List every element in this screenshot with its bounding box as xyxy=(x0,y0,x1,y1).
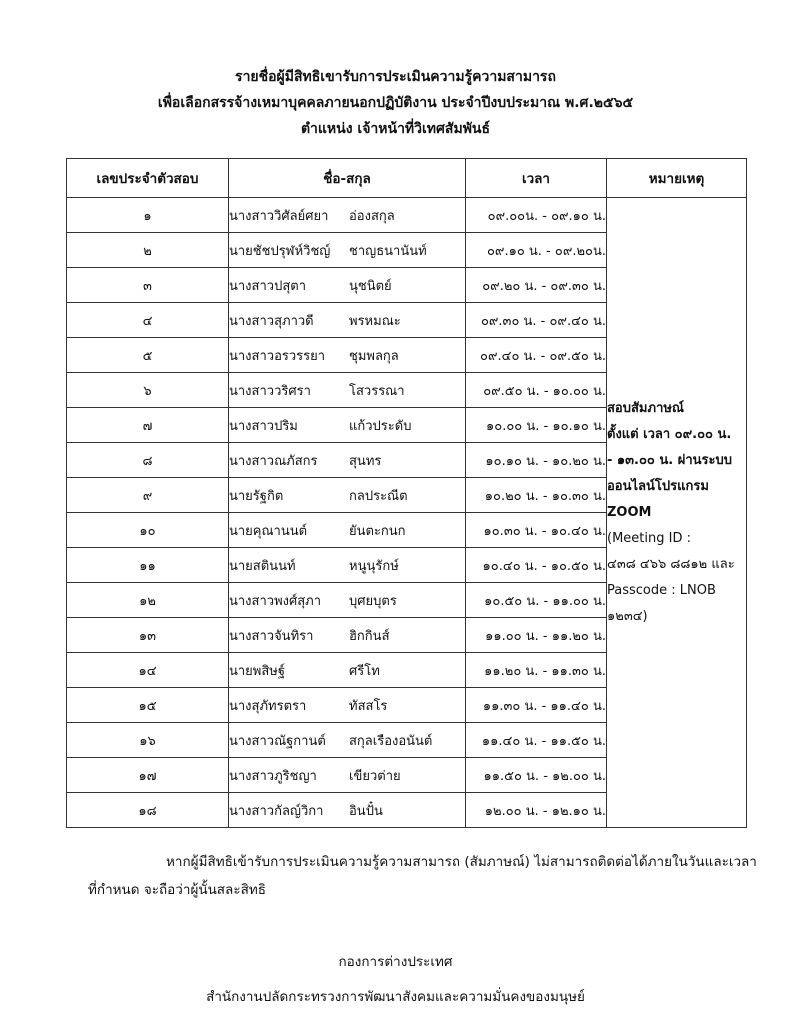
footnote xyxy=(88,848,758,904)
header-remark: หมายเหตุ xyxy=(607,159,747,198)
header-time: เวลา xyxy=(466,159,607,198)
remark-cell xyxy=(607,198,747,828)
remark-line: (Meeting ID : xyxy=(607,530,691,546)
first-name: นางสาววิศัลย์ศยา xyxy=(229,208,329,224)
remark-line: ๑๒๓๔) xyxy=(607,608,648,624)
interview-time: ๐๙.๓๐ น. - ๐๙.๔๐ น. xyxy=(466,303,607,338)
interview-time: ๑๑.๒๐ น. - ๑๑.๓๐ น. xyxy=(466,653,607,688)
first-name: นายพสิษฐ์ xyxy=(229,663,286,679)
signature-office: สำนักงานปลัดกระทรวงการพัฒนาสังคมและความมั่นคงของมนุษย์ xyxy=(206,989,585,1005)
header-number: เลขประจำตัวสอบ xyxy=(67,159,229,198)
last-name: ยันตะกนก xyxy=(349,523,406,539)
candidate-name xyxy=(229,443,466,478)
remark-line: ๔๓๘ ๔๖๖ ๘๘๑๒ และ xyxy=(607,556,735,572)
candidate-name xyxy=(229,723,466,758)
remark-line: ZOOM xyxy=(607,504,652,520)
last-name: นุชนิตย์ xyxy=(349,278,392,294)
exam-number: ๖ xyxy=(67,373,229,408)
interview-time: ๐๙.๕๐ น. - ๑๐.๐๐ น. xyxy=(466,373,607,408)
exam-number: ๑๐ xyxy=(67,513,229,548)
interview-time: ๑๐.๓๐ น. - ๑๐.๔๐ น. xyxy=(466,513,607,548)
exam-number: ๑ xyxy=(67,198,229,233)
candidate-name xyxy=(229,338,466,373)
first-name: นายรัฐกิต xyxy=(229,488,284,504)
last-name: โสวรรณา xyxy=(349,383,405,399)
candidate-name xyxy=(229,513,466,548)
exam-number: ๑๘ xyxy=(67,793,229,828)
candidate-name xyxy=(229,583,466,618)
candidate-name xyxy=(229,548,466,583)
candidate-name xyxy=(229,793,466,828)
interview-time: ๑๐.๐๐ น. - ๑๐.๑๐ น. xyxy=(466,408,607,443)
last-name: อ่องสกุล xyxy=(349,208,395,224)
candidate-name xyxy=(229,688,466,723)
first-name: นางสาวอรวรรยา xyxy=(229,348,326,364)
footnote-line-1: หากผู้มีสิทธิเข้ารับการประเมินความรู้ความสามารถ (สัมภาษณ์) ไม่สามารถติดต่อได้ภายในวันและเวลา xyxy=(166,854,757,870)
document-title xyxy=(0,64,791,142)
candidate-name xyxy=(229,408,466,443)
exam-number: ๑๓ xyxy=(67,618,229,653)
candidate-name xyxy=(229,198,466,233)
title-line-2: เพื่อเลือกสรรจ้างเหมาบุคคลภายนอกปฏิบัติงาน ประจำปีงบประมาณ พ.ศ.๒๕๖๕ xyxy=(157,95,634,111)
interview-time: ๑๒.๐๐ น. - ๑๒.๑๐ น. xyxy=(466,793,607,828)
first-name: นางสาวณภัสกร xyxy=(229,453,318,469)
interview-time: ๑๐.๑๐ น. - ๑๐.๒๐ น. xyxy=(466,443,607,478)
last-name: ศรีโท xyxy=(349,663,380,679)
first-name: นางสาวปริม xyxy=(229,418,298,434)
first-name: นางสาวณัฐกานต์ xyxy=(229,733,326,749)
first-name: นายชัชปรุฬห์วิชญ์ xyxy=(229,243,331,259)
last-name: แก้วประดับ xyxy=(349,418,412,434)
title-line-1: รายชื่อผู้มีสิทธิเขารับการประเมินความรู้ความสามารถ xyxy=(235,69,556,85)
last-name: ฮิกกินส์ xyxy=(349,628,390,644)
interview-time: ๑๑.๔๐ น. - ๑๑.๕๐ น. xyxy=(466,723,607,758)
candidate-name xyxy=(229,478,466,513)
first-name: นางสาวปสุตา xyxy=(229,278,306,294)
interview-time: ๐๙.๐๐น. - ๐๙.๑๐ น. xyxy=(466,198,607,233)
interview-time: ๑๐.๒๐ น. - ๑๐.๓๐ น. xyxy=(466,478,607,513)
first-name: นางสุภัทรตรา xyxy=(229,698,307,714)
exam-number: ๕ xyxy=(67,338,229,373)
last-name: ชาญธนานันท์ xyxy=(349,243,427,259)
interview-time: ๑๐.๕๐ น. - ๑๑.๐๐ น. xyxy=(466,583,607,618)
interview-time: ๐๙.๑๐ น. - ๐๙.๒๐น. xyxy=(466,233,607,268)
exam-number: ๑๒ xyxy=(67,583,229,618)
table-body xyxy=(67,198,747,828)
table-row xyxy=(67,198,747,233)
first-name: นายคุณานนต์ xyxy=(229,523,308,539)
interview-time: ๑๐.๔๐ น. - ๑๐.๕๐ น. xyxy=(466,548,607,583)
interview-time: ๑๑.๓๐ น. - ๑๑.๔๐ น. xyxy=(466,688,607,723)
interview-time: ๐๙.๒๐ น. - ๐๙.๓๐ น. xyxy=(466,268,607,303)
signature-department: กองการต่างประเทศ xyxy=(338,954,453,970)
last-name: บุศยบุตร xyxy=(349,593,397,609)
first-name: นางสาววริศรา xyxy=(229,383,311,399)
last-name: อินปั๋น xyxy=(349,803,383,819)
candidate-name xyxy=(229,373,466,408)
header-name: ชื่อ-สกุล xyxy=(229,159,466,198)
candidate-name xyxy=(229,303,466,338)
candidate-name xyxy=(229,233,466,268)
exam-number: ๘ xyxy=(67,443,229,478)
exam-number: ๑๖ xyxy=(67,723,229,758)
last-name: สกุลเรืองอนันต์ xyxy=(349,733,433,749)
exam-number: ๑๗ xyxy=(67,758,229,793)
last-name: ทัสสโร xyxy=(349,698,388,714)
remark-line: Passcode : LNOB xyxy=(607,582,716,598)
exam-number: ๑๕ xyxy=(67,688,229,723)
table-header-row xyxy=(67,159,747,198)
exam-number: ๑๔ xyxy=(67,653,229,688)
last-name: ชุมพลกุล xyxy=(349,348,399,364)
candidate-name xyxy=(229,618,466,653)
remark-line: ออนไลน์โปรแกรม xyxy=(607,478,709,494)
candidate-name xyxy=(229,268,466,303)
first-name: นายสตินนท์ xyxy=(229,558,296,574)
last-name: หนูนุรักษ์ xyxy=(349,558,399,574)
exam-number: ๑๑ xyxy=(67,548,229,583)
remark-line: สอบสัมภาษณ์ xyxy=(607,400,684,416)
remark-line: ตั้งแต่ เวลา ๐๙.๐๐ น. xyxy=(607,426,732,442)
interview-time: ๑๑.๕๐ น. - ๑๒.๐๐ น. xyxy=(466,758,607,793)
last-name: กลประณีต xyxy=(349,488,408,504)
first-name: นางสาวพงศ์สุภา xyxy=(229,593,322,609)
exam-number: ๔ xyxy=(67,303,229,338)
remark-line: - ๑๓.๐๐ น. ผ่านระบบ xyxy=(607,452,733,468)
interview-time: ๐๙.๔๐ น. - ๐๙.๕๐ น. xyxy=(466,338,607,373)
first-name: นางสาวภูริชญา xyxy=(229,768,317,784)
candidate-name xyxy=(229,758,466,793)
last-name: สุนทร xyxy=(349,453,382,469)
exam-number: ๓ xyxy=(67,268,229,303)
footnote-line-2: ที่กำหนด จะถือว่าผู้นั้นสละสิทธิ xyxy=(88,882,266,898)
interview-time: ๑๑.๐๐ น. - ๑๑.๒๐ น. xyxy=(466,618,607,653)
candidate-table xyxy=(66,158,747,828)
last-name: พรหมณะ xyxy=(349,313,401,329)
last-name: เขียวต่าย xyxy=(349,768,401,784)
exam-number: ๙ xyxy=(67,478,229,513)
first-name: นางสาวจันทิรา xyxy=(229,628,314,644)
exam-number: ๗ xyxy=(67,408,229,443)
exam-number: ๒ xyxy=(67,233,229,268)
candidate-name xyxy=(229,653,466,688)
first-name: นางสาวกัลญ์วิกา xyxy=(229,803,324,819)
title-line-3: ตำแหน่ง เจ้าหน้าที่วิเทศสัมพันธ์ xyxy=(300,121,491,137)
first-name: นางสาวสุภาวดี xyxy=(229,313,314,329)
